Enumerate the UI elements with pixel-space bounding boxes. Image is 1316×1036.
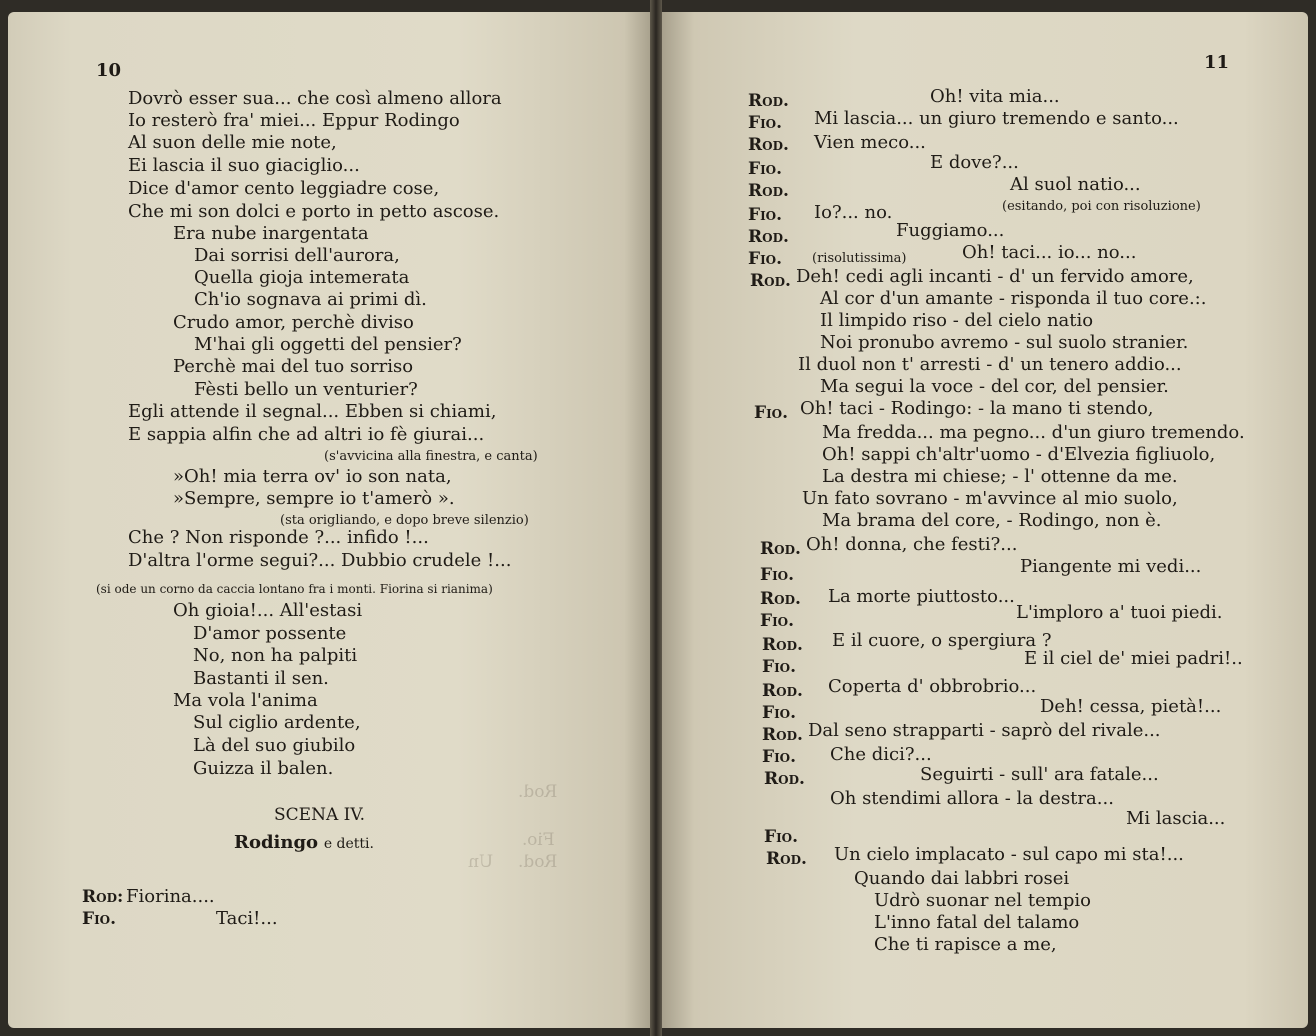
- verse-line: Era nube inargentata: [173, 223, 369, 244]
- speaker-label: Fio.: [764, 827, 799, 847]
- dialogue-line: La destra mi chiese; - l' ottenne da me.: [822, 466, 1178, 487]
- dialogue-line: Taci!...: [216, 908, 278, 929]
- verse-line: »Oh! mia terra ov' io son nata,: [173, 466, 452, 487]
- dialogue-line: L'imploro a' tuoi piedi.: [1016, 602, 1223, 623]
- stage-direction: (s'avvicina alla finestra, e canta): [324, 449, 538, 464]
- speaker-label: Rod.: [764, 769, 805, 789]
- verse-line: Al suon delle mie note,: [128, 132, 337, 153]
- speaker-label: Fio.: [748, 159, 783, 179]
- speaker-label: Rod.: [748, 91, 789, 111]
- dialogue-line: Noi pronubo avremo - sul suolo stranier.: [820, 332, 1189, 353]
- dialogue-line: Udrò suonar nel tempio: [874, 890, 1091, 911]
- speaker-label: Fio.: [748, 249, 783, 269]
- speaker-label: Rod.: [762, 725, 803, 745]
- verse-line: Egli attende il segnal... Ebben si chiami,: [128, 401, 497, 422]
- speaker-label: Rod.: [766, 849, 807, 869]
- dialogue-line: Quando dai labbri rosei: [854, 868, 1070, 889]
- dialogue-line: Oh! donna, che festi?...: [806, 534, 1018, 555]
- bleed-through-text: Rod.: [518, 852, 558, 872]
- dialogue-line: Il limpido riso - del cielo natio: [820, 310, 1094, 331]
- dialogue-line: Deh! cedi agli incanti - d' un fervido amore,: [796, 266, 1194, 287]
- dialogue-line: Al suol natio...: [1010, 174, 1141, 195]
- dialogue-line: Oh! taci - Rodingo: - la mano ti stendo,: [800, 398, 1154, 419]
- dialogue-line: L'inno fatal del talamo: [874, 912, 1080, 933]
- speaker-label: Rod.: [762, 681, 803, 701]
- verse-line: M'hai gli oggetti del pensier?: [194, 334, 462, 355]
- stage-direction: (esitando, poi con risoluzione): [1002, 199, 1201, 214]
- dialogue-line: Oh! sappi ch'altr'uomo - d'Elvezia figliuolo,: [822, 444, 1216, 465]
- verse-line: Dice d'amor cento leggiadre cose,: [128, 178, 440, 199]
- dialogue-line: E il ciel de' miei padri!..: [1024, 648, 1243, 669]
- speaker-label: Fio.: [760, 565, 795, 585]
- speaker-label: Fio.: [754, 403, 789, 423]
- stage-direction: (si ode un corno da caccia lontano fra i monti. Fiorina si rianima): [96, 582, 493, 596]
- dialogue-line: Mi lascia... un giuro tremendo e santo...: [814, 108, 1179, 129]
- speaker-label: Rod.: [748, 227, 789, 247]
- dialogue-line: Vien meco...: [814, 132, 926, 153]
- dialogue-line: Il duol non t' arresti - d' un tenero addio...: [798, 354, 1182, 375]
- dialogue-line: Coperta d' obbrobrio...: [828, 676, 1037, 697]
- verse-line: Crudo amor, perchè diviso: [173, 312, 414, 333]
- dialogue-line: Deh! cessa, pietà!...: [1040, 696, 1222, 717]
- verse-line: No, non ha palpiti: [193, 645, 358, 666]
- verse-line: D'amor possente: [193, 623, 347, 644]
- speaker-label: Fio.: [748, 205, 783, 225]
- bleed-through-text: Un: [468, 852, 494, 872]
- verse-line: Ma vola l'anima: [173, 690, 318, 711]
- bleed-through-text: Fio.: [522, 830, 555, 850]
- book-gutter: [650, 0, 662, 1036]
- dialogue-line: Ma fredda... ma pegno... d'un giuro tremendo.: [822, 422, 1245, 443]
- verse-line: Guizza il balen.: [193, 758, 334, 779]
- bleed-through-text: Rod.: [518, 782, 558, 802]
- speaker-label: Fio.: [760, 611, 795, 631]
- speaker-label: Rod.: [760, 589, 801, 609]
- stage-direction: (risolutissima): [812, 251, 907, 266]
- dialogue-line: Fiorina....: [126, 886, 215, 907]
- dialogue-line: Che dici?...: [830, 744, 932, 765]
- speaker-label: Rod.: [760, 539, 801, 559]
- verse-line: Oh gioia!... All'estasi: [173, 600, 363, 621]
- speaker-label: Rod.: [748, 181, 789, 201]
- verse-line: Che ? Non risponde ?... infido !...: [128, 527, 429, 548]
- scene-cast-rest: e detti.: [323, 836, 374, 852]
- dialogue-line: La morte piuttosto...: [828, 586, 1015, 607]
- verse-line: Dai sorrisi dell'aurora,: [194, 245, 400, 266]
- dialogue-line: Io?... no.: [814, 202, 893, 223]
- scene-cast-name: Rodingo: [234, 832, 319, 853]
- dialogue-line: Oh! taci... io... no...: [962, 242, 1137, 263]
- speaker-label: Rod.: [750, 271, 791, 291]
- page-number-right: 11: [1204, 52, 1230, 73]
- left-page: [8, 12, 650, 1028]
- speaker-label: Rod.: [748, 135, 789, 155]
- verse-line: D'altra l'orme segui?... Dubbio crudele !...: [128, 550, 512, 571]
- speaker-label: Fio.: [762, 747, 797, 767]
- scene-cast: [234, 832, 374, 855]
- dialogue-line: Al cor d'un amante - risponda il tuo core.:.: [820, 288, 1207, 309]
- dialogue-line: E dove?...: [930, 152, 1019, 173]
- verse-line: Dovrò esser sua... che così almeno allora: [128, 88, 502, 109]
- speaker-label: Fio.: [748, 113, 783, 133]
- verse-line: Perchè mai del tuo sorriso: [173, 356, 414, 377]
- verse-line: Che mi son dolci e porto in petto ascose.: [128, 201, 500, 222]
- verse-line: Là del suo giubilo: [193, 735, 356, 756]
- right-page: [662, 12, 1308, 1028]
- dialogue-line: Oh! vita mia...: [930, 86, 1060, 107]
- dialogue-line: Oh stendimi allora - la destra...: [830, 788, 1114, 809]
- dialogue-line: E il cuore, o spergiura ?: [832, 630, 1052, 651]
- dialogue-line: Piangente mi vedi...: [1020, 556, 1202, 577]
- dialogue-line: Dal seno strapparti - saprò del rivale...: [808, 720, 1161, 741]
- page-number-left: 10: [96, 60, 122, 81]
- speaker-label: Fio.: [82, 909, 117, 929]
- verse-line: E sappia alfin che ad altri io fè giurai...: [128, 424, 485, 445]
- verse-line: Bastanti il sen.: [193, 668, 329, 689]
- dialogue-line: Ma brama del core, - Rodingo, non è.: [822, 510, 1162, 531]
- speaker-label: Rod:: [82, 887, 124, 907]
- speaker-label: Fio.: [762, 657, 797, 677]
- verse-line: Sul ciglio ardente,: [193, 712, 361, 733]
- verse-line: Io resterò fra' miei... Eppur Rodingo: [128, 110, 460, 131]
- dialogue-line: Fuggiamo...: [896, 220, 1005, 241]
- dialogue-line: Seguirti - sull' ara fatale...: [920, 764, 1159, 785]
- verse-line: Quella gioja intemerata: [194, 267, 410, 288]
- verse-line: Ei lascia il suo giaciglio...: [128, 155, 360, 176]
- scene-title: SCENA IV.: [274, 805, 366, 825]
- dialogue-line: Mi lascia...: [1126, 808, 1226, 829]
- verse-line: Fèsti bello un venturier?: [194, 379, 418, 400]
- verse-line: »Sempre, sempre io t'amerò ».: [173, 488, 455, 509]
- dialogue-line: Un cielo implacato - sul capo mi sta!...: [834, 844, 1184, 865]
- speaker-label: Fio.: [762, 703, 797, 723]
- dialogue-line: Ma segui la voce - del cor, del pensier.: [820, 376, 1169, 397]
- verse-line: Ch'io sognava ai primi dì.: [194, 289, 427, 310]
- dialogue-line: Un fato sovrano - m'avvince al mio suolo,: [802, 488, 1178, 509]
- speaker-label: Rod.: [762, 635, 803, 655]
- dialogue-line: Che ti rapisce a me,: [874, 934, 1057, 955]
- stage-direction: (sta origliando, e dopo breve silenzio): [280, 513, 529, 528]
